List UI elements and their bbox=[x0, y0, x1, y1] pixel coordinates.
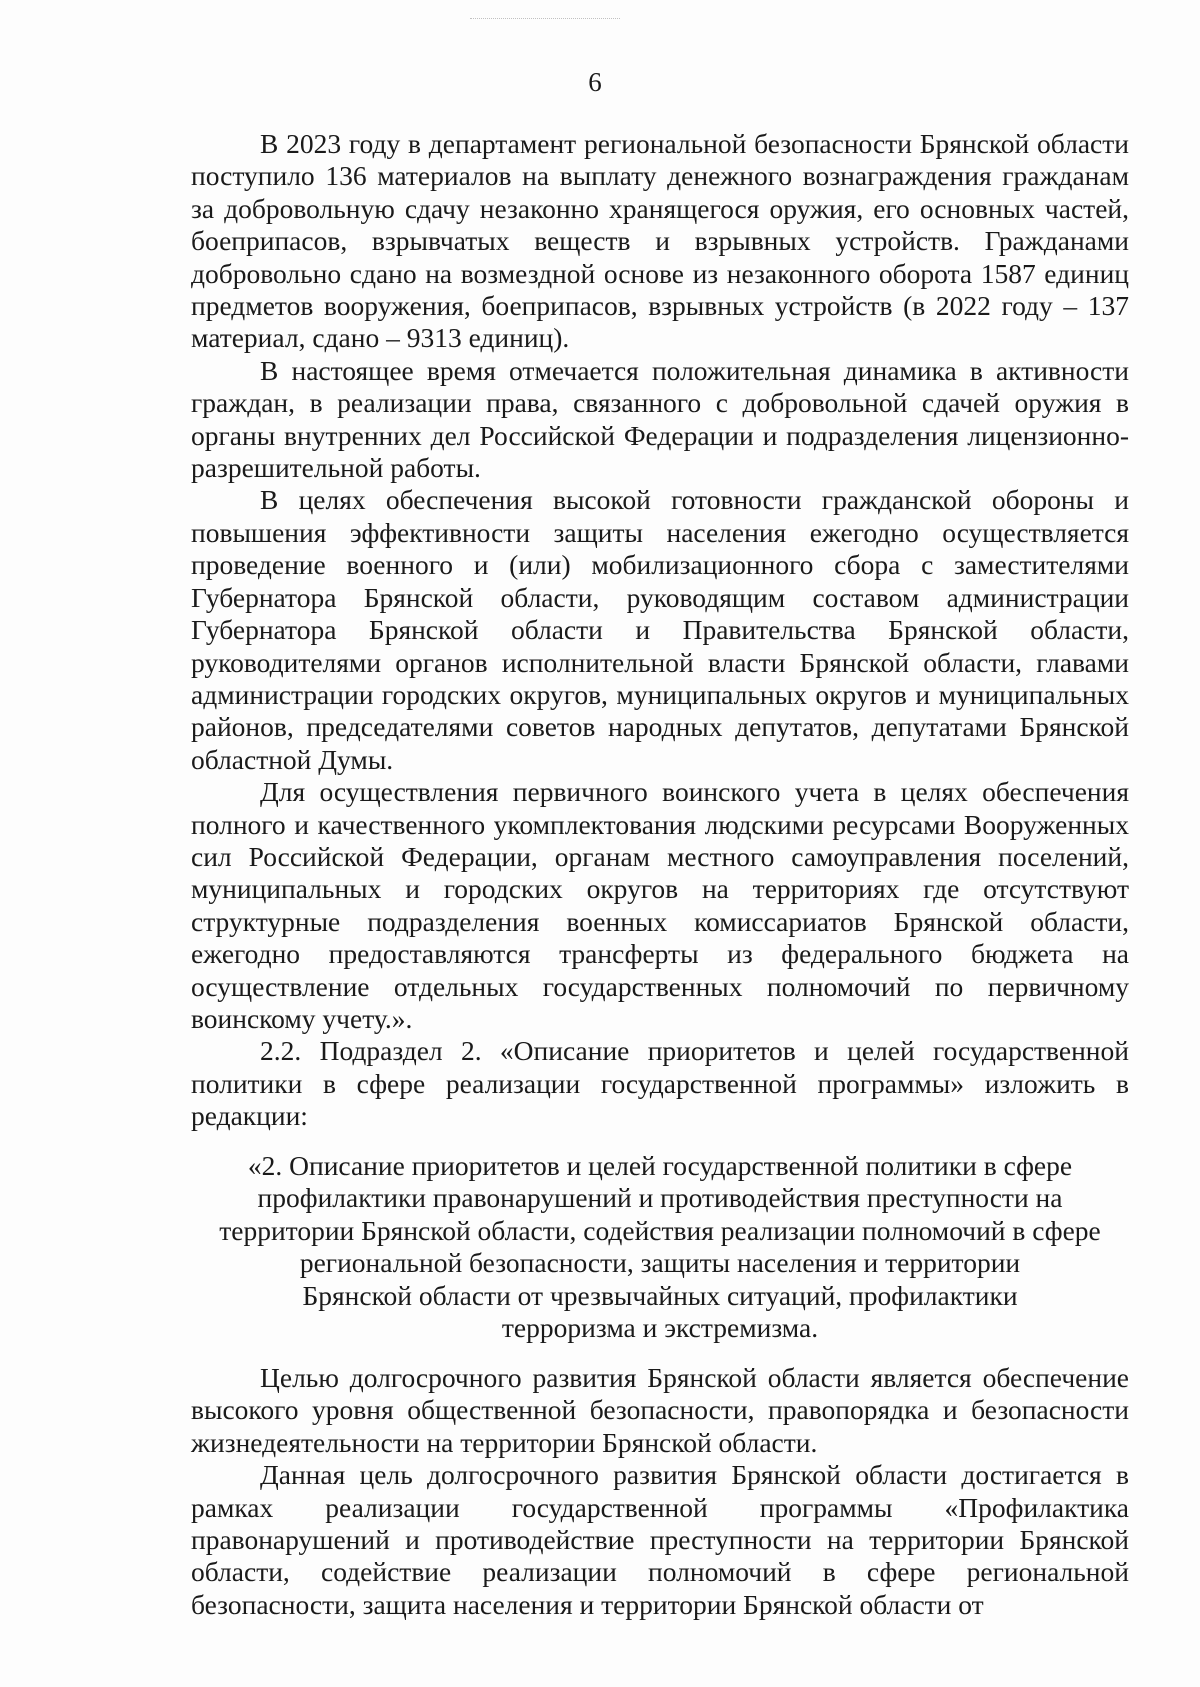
heading-line: терроризма и экстремизма. bbox=[501, 1312, 819, 1344]
paragraph: Для осуществления первичного воинского учета в целях обеспечения полного и качественного укомплектования людскими ресурсами Вооруженных сил Российской Федерации, органам местного самоуправления поселений, муниципальных и городских округов на территориях где отсутствуют структурные подразделения военных комиссариатов Брянской области, ежегодно предоставляются трансферты из федерального бюджета на осуществление отдельных государственных полномочий по первичному воинскому учету.». bbox=[191, 776, 1129, 1034]
paragraph: В настоящее время отмечается положительная динамика в активности граждан, в реализации права, связанного с добровольной сдачей оружия в органы внутренних дел Российской Федерации и подразделения лицензионно-разрешительной работы. bbox=[191, 354, 1129, 484]
heading-line: Брянской области от чрезвычайных ситуаций, профилактики bbox=[302, 1279, 1018, 1311]
paragraph: 2.2. Подраздел 2. «Описание приоритетов и целей государственной политики в сфере реализации государственной программы» изложить в редакции: bbox=[191, 1035, 1129, 1132]
body-text-bottom bbox=[191, 1362, 1129, 1621]
paragraph: Данная цель долгосрочного развития Брянской области достигается в рамках реализации государственной программы «Профилактика правонарушений и противодействие преступности на территории Брянской области, содействие реализации полномочий в сфере региональной безопасности, защита населения и территории Брянской области от bbox=[191, 1459, 1129, 1620]
section-heading bbox=[191, 1150, 1129, 1344]
heading-line: профилактики правонарушений и противодействия преступности на bbox=[257, 1182, 1063, 1214]
scan-artifact bbox=[470, 18, 620, 27]
paragraph: В целях обеспечения высокой готовности гражданской обороны и повышения эффективности защиты населения ежегодно осуществляется проведение военного и (или) мобилизационного сбора с заместителями Губернатора Брянской области, руководящим составом администрации Губернатора Брянской области и Правительства Брянской области, руководителями органов исполнительной власти Брянской области, главами администрации городских округов, муниципальных округов и муниципальных районов, председателями советов народных депутатов, депутатами Брянской областной Думы. bbox=[191, 484, 1129, 775]
body-text-top bbox=[191, 128, 1129, 1133]
heading-line: «2. Описание приоритетов и целей государственной политики в сфере bbox=[247, 1150, 1073, 1181]
heading-line: региональной безопасности, защиты населения и территории bbox=[299, 1247, 1021, 1279]
heading-line: территории Брянской области, содействия реализации полномочий в сфере bbox=[219, 1214, 1101, 1246]
paragraph: Целью долгосрочного развития Брянской области является обеспечение высокого уровня общественной безопасности, правопорядка и безопасности жизнедеятельности на территории Брянской области. bbox=[191, 1362, 1129, 1458]
page-number: 6 bbox=[588, 67, 602, 97]
paragraph: В 2023 году в департамент региональной безопасности Брянской области поступило 136 материалов на выплату денежного вознаграждения гражданам за добровольную сдачу незаконно хранящегося оружия, его основных частей, боеприпасов, взрывчатых веществ и взрывных устройств. Гражданами добровольно сдано на возмездной основе из незаконного оборота 1587 единиц предметов вооружения, боеприпасов, взрывных устройств (в 2022 году – 137 материал, сдано – 9313 единиц). bbox=[191, 128, 1129, 354]
